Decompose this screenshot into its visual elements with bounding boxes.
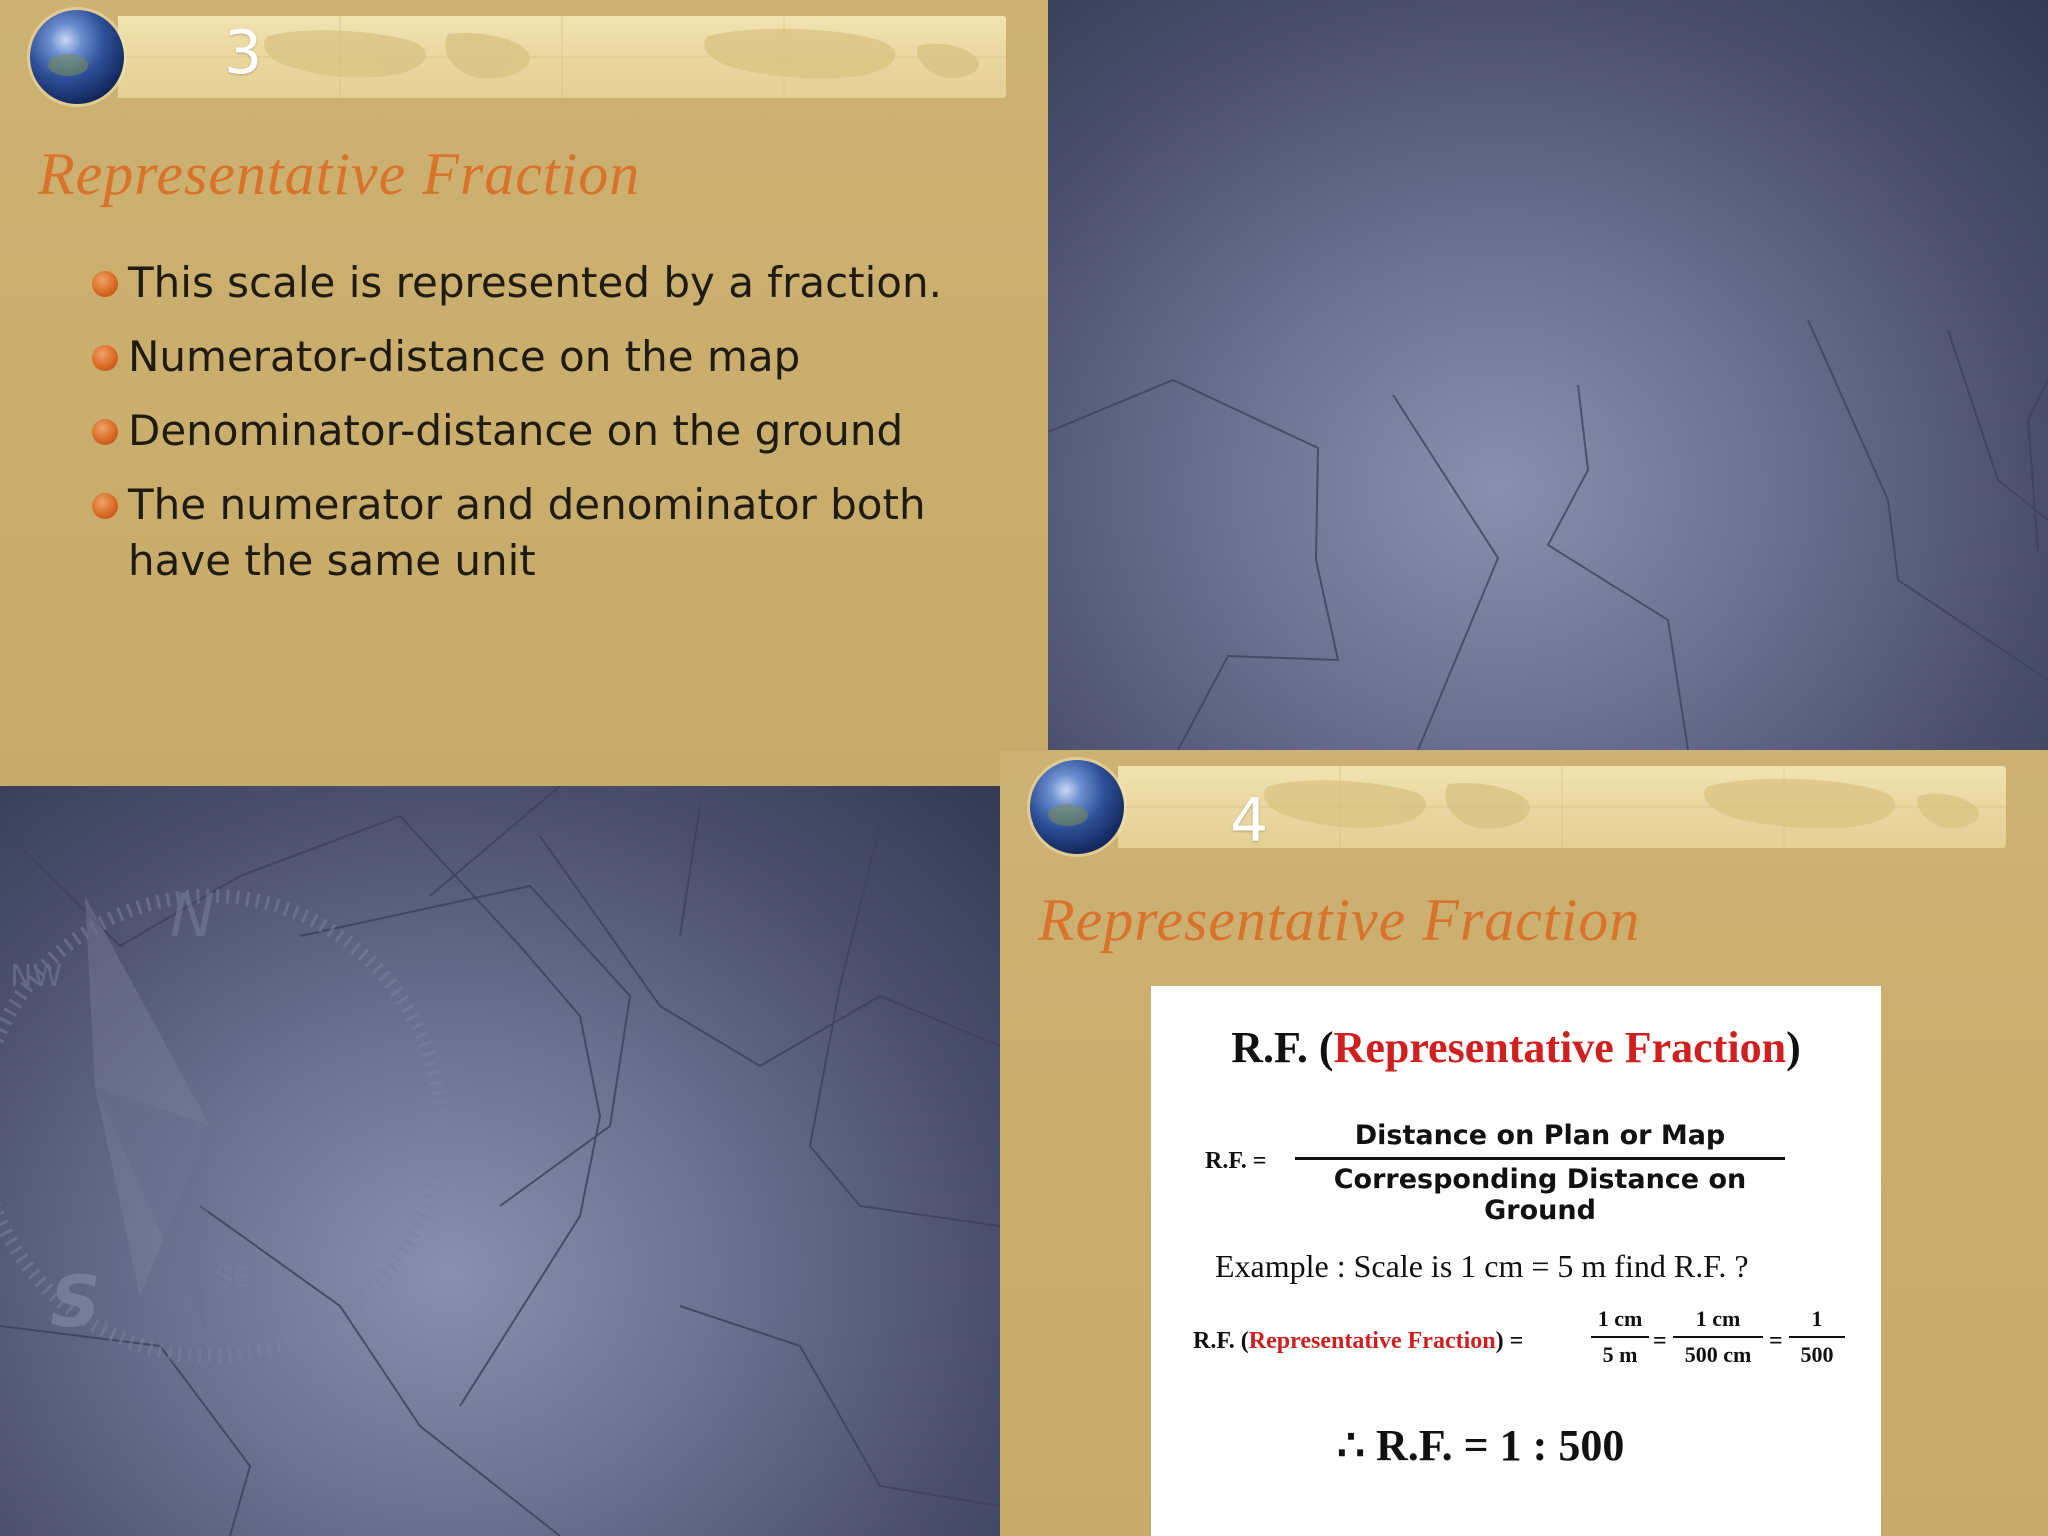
- list-item: Denominator-distance on the ground: [90, 403, 990, 459]
- slide-number: 3: [224, 18, 263, 88]
- slide-title: Representative Fraction: [38, 141, 641, 207]
- example-calculation: R.F. (Representative Fraction) = 1 cm 5 m = 1 cm 500 cm = 1 500: [1193, 1306, 1873, 1376]
- slide-4: [1000, 750, 2048, 1536]
- result-text: ∴ R.F. = 1 : 500: [1337, 1421, 1625, 1470]
- list-item: The numerator and denominator both have the same unit: [90, 477, 928, 589]
- formula-image: [1151, 986, 1881, 1536]
- formula-denominator: Corresponding Distance on Ground: [1333, 1164, 1747, 1226]
- bullet-icon: [92, 419, 118, 445]
- globe-icon: [30, 10, 124, 104]
- bullet-icon: [92, 345, 118, 371]
- svg-text:SE: SE: [215, 1260, 251, 1293]
- svg-text:N: N: [170, 881, 215, 951]
- rf-formula: R.F. = Distance on Plan or Map Corresponding Distance on Ground: [1205, 1120, 1845, 1210]
- compass-rose-icon: [0, 881, 440, 1356]
- background-panel: [1048, 0, 2048, 750]
- list-item: Numerator-distance on the map: [90, 329, 990, 385]
- rf-heading: R.F. (Representative Fraction): [1231, 1023, 1801, 1072]
- globe-icon: [1030, 760, 1124, 854]
- formula-numerator: Distance on Plan or Map: [1354, 1120, 1726, 1151]
- compass-background-panel: [0, 786, 1000, 1536]
- svg-text:NW: NW: [10, 959, 63, 994]
- slide-number: 4: [1230, 786, 1269, 856]
- example-text: Example : Scale is 1 cm = 5 m find R.F. ?: [1215, 1248, 1749, 1284]
- slide-title: Representative Fraction: [1038, 887, 1641, 953]
- bullet-list: [90, 255, 990, 607]
- svg-text:S: S: [50, 1261, 101, 1343]
- slide-3: [0, 0, 1048, 786]
- bullet-icon: [92, 493, 118, 519]
- list-item: This scale is represented by a fraction.: [90, 255, 990, 311]
- bullet-icon: [92, 271, 118, 297]
